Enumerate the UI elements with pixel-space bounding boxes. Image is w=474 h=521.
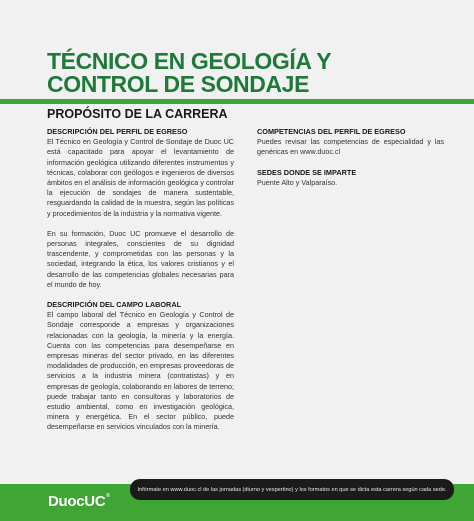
- title-line-2: CONTROL DE SONDAJE: [47, 71, 310, 97]
- perfil-egreso-paragraph-1: El Técnico en Geología y Control de Sondaje de Duoc UC está capacitado para apoyar el levantamiento de información geológica utilizando diferentes instrumentos y técnicas, colaborar con geólogos e ingenieros de diversos ámbitos en el análisis de información geológica y controlar la ejecución de sondajes de manera sustentable, resguardando la calidad de la muestra, según las políticas y procedimientos de la industria y la normativa vigente.: [47, 137, 234, 218]
- sedes-heading: SEDES DONDE SE IMPARTE: [257, 167, 357, 177]
- info-banner: [130, 479, 454, 500]
- duoc-uc-logo: [48, 493, 110, 510]
- competencias-paragraph: Puedes revisar las competencias de especialidad y las genéricas en www.duoc.cl: [257, 137, 444, 157]
- competencias-heading: COMPETENCIAS DEL PERFIL DE EGRESO: [257, 127, 406, 136]
- right-column: [257, 127, 444, 188]
- section-title: PROPÓSITO DE LA CARRERA: [47, 107, 228, 121]
- page-title: [47, 50, 331, 96]
- perfil-egreso-heading: DESCRIPCIÓN DEL PERFIL DE EGRESO: [47, 127, 188, 136]
- sedes-paragraph: Puente Alto y Valparaíso.: [257, 177, 338, 187]
- header-panel: [0, 0, 474, 99]
- campo-laboral-paragraph: El campo laboral del Técnico en Geología y Control de Sondaje corresponde a empresas y organizaciones relacionadas con la geología, la minería y la energía. Cuenta con las competencias para desempeñarse en empresas mineras del sector privado, en las diferentes modalidades de producción, en empresas proveedoras de servicios a la industria minera (contratistas) y en empresas de geología, colaborando en labores de terreno; puede trabajar tanto en consultoras y laboratorios de estudio ambiental, como en investigación geológica, minera y energética. En el sector público, puede desempeñarse en servicios vinculados con la minería.: [47, 310, 235, 432]
- title-line-1: TÉCNICO EN GEOLOGÍA Y: [47, 48, 332, 74]
- logo-text: DuocUC: [48, 493, 106, 510]
- campo-laboral-heading: DESCRIPCIÓN DEL CAMPO LABORAL: [47, 300, 182, 310]
- info-banner-text: Infórmate en www.duoc.cl de las jornadas (diurno y vespertino) y los formatos en que se dicta esta carrera según cada sede.: [137, 486, 447, 493]
- perfil-egreso-paragraph-2: En su formación, Duoc UC promueve el desarrollo de personas integrales, conscientes de su dignidad trascendente, y comprometidas con las personas y la sociedad, integrando la ética, los valores cristianos y el desarrollo de las competencias globales necesarias para el mundo de hoy.: [47, 228, 234, 289]
- left-column: [47, 127, 234, 433]
- registered-mark: ®: [106, 493, 110, 499]
